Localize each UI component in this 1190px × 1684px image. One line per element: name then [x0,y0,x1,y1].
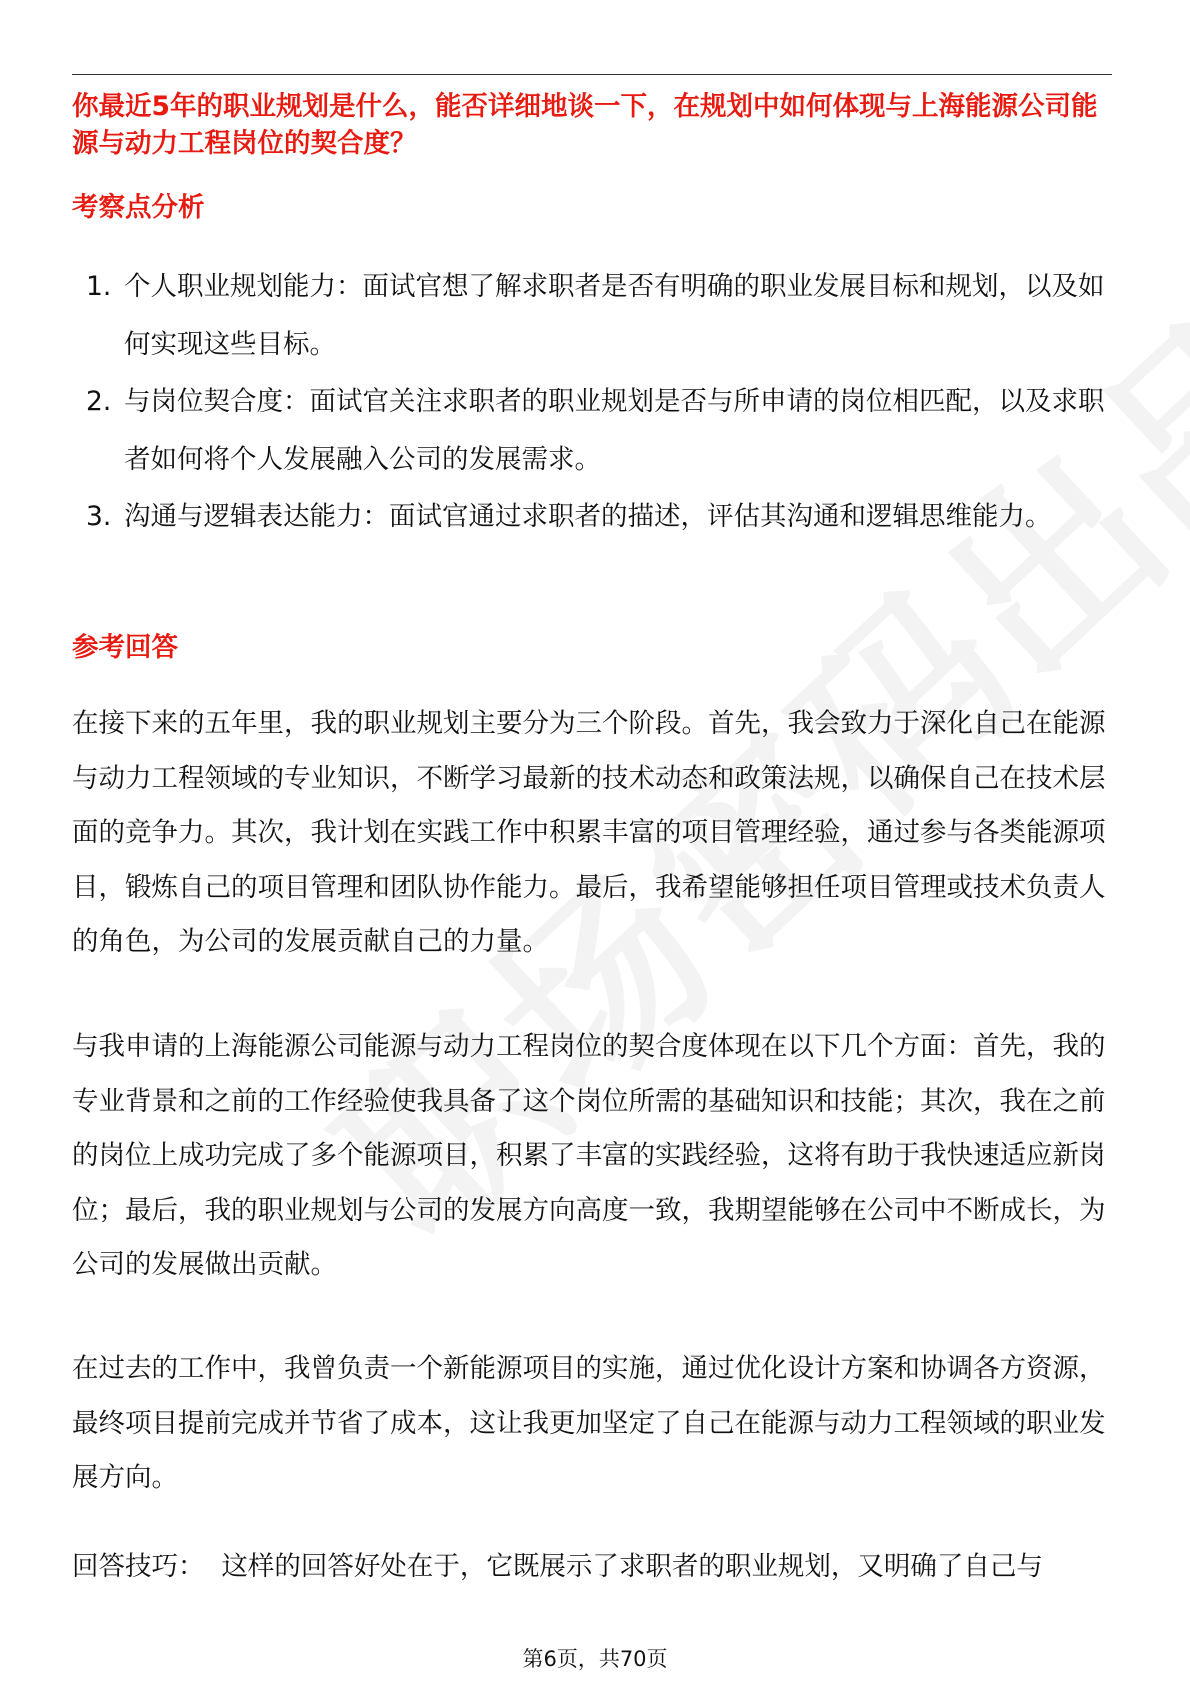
list-item-number: 1. [86,271,112,302]
list-item-number: 3. [86,501,112,532]
answer-paragraph: 与我申请的上海能源公司能源与动力工程岗位的契合度体现在以下几个方面：首先，我的专业背景和之前的工作经验使我具备了这个岗位所需的基础知识和技能；其次，我在之前的岗位上成功完成了多个能源项目，积累了丰富的实践经验，这将有助于我快速适应新岗位；最后，我的职业规划与公司的发展方向高度一致，我期望能够在公司中不断成长，为公司的发展做出贡献。 [72,1031,1106,1280]
list-item-text: 沟通与逻辑表达能力：面试官通过求职者的描述，评估其沟通和逻辑思维能力。 [124,501,1052,532]
answer-paragraph: 在接下来的五年里，我的职业规划主要分为三个阶段。首先，我会致力于深化自己在能源与动力工程领域的专业知识，不断学习最新的技术动态和政策法规，以确保自己在技术层面的竞争力。其次，我计划在实践工作中积累丰富的项目管理经验，通过参与各类能源项目，锻炼自己的项目管理和团队协作能力。最后，我希望能够担任项目管理或技术负责人的角色，为公司的发展贡献自己的力量。 [72,708,1106,957]
list-item-text: 个人职业规划能力：面试官想了解求职者是否有明确的职业发展目标和规划，以及如何实现这些目标。 [124,271,1105,360]
answer-tips-paragraph: 回答技巧： 这样的回答好处在于，它既展示了求职者的职业规划，又明确了自己与 [72,1551,1043,1582]
analysis-heading: 考察点分析 [72,192,205,223]
page-footer: 第6页，共70页 [522,1647,668,1671]
answer-heading: 参考回答 [72,632,178,663]
answer-paragraph: 在过去的工作中，我曾负责一个新能源项目的实施，通过优化设计方案和协调各方资源，最终项目提前完成并节省了成本，这让我更加坚定了自己在能源与动力工程领域的职业发展方向。 [72,1353,1106,1493]
list-item-number: 2. [86,386,112,417]
list-item-text: 与岗位契合度：面试官关注求职者的职业规划是否与所申请的岗位相匹配，以及求职者如何将个人发展融入公司的发展需求。 [124,386,1105,475]
top-divider [72,74,1112,75]
question-title: 你最近5年的职业规划是什么，能否详细地谈一下，在规划中如何体现与上海能源公司能源与动力工程岗位的契合度？ [72,91,1098,159]
